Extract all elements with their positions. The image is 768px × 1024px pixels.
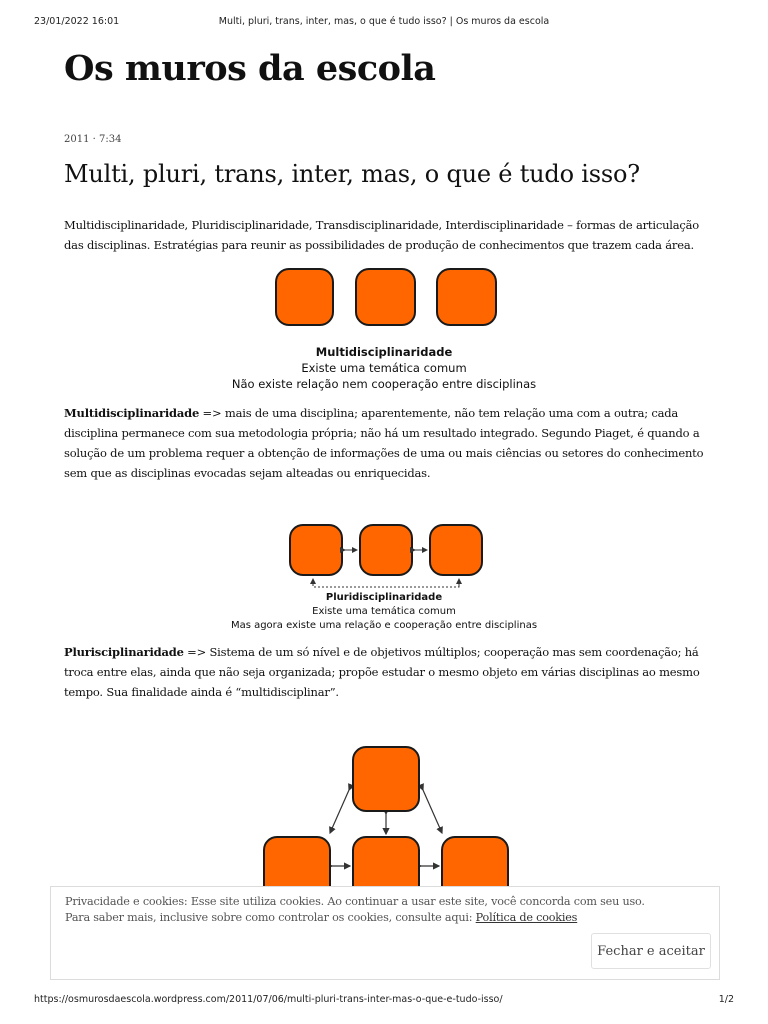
print-footer xyxy=(0,994,768,1008)
multi-text: => mais de uma disciplina; aparentemente, não tem relação uma com a outra; cada disciplina permanece com sua metodologia própria; não há um resultado integrado. Segundo Piaget, é quando a solução de um problema requer a obtenção de informações de uma ou mais ciências ou setores do conhecimento sem que as disciplinas evocadas sejam alteadas ou enriquecidas. xyxy=(64,406,704,480)
pluri-term: Plurisciplinaridade xyxy=(64,645,184,659)
print-date: 23/01/2022 16:01 xyxy=(34,16,120,27)
post-title[interactable]: Multi, pluri, trans, inter, mas, o que é tudo isso? xyxy=(64,160,640,188)
pluri-figure-title: Pluridisciplinaridade xyxy=(325,592,443,603)
print-page-title: Multi, pluri, trans, inter, mas, o que é tudo isso? | Os muros da escola xyxy=(218,16,550,27)
print-page-number: 1/2 xyxy=(718,994,734,1005)
multi-figure-title: Multidisciplinaridade xyxy=(315,345,453,359)
link-arrow xyxy=(330,790,349,833)
link-arrow xyxy=(423,790,442,833)
cookie-text-prefix: Para saber mais, inclusive sobre como controlar os cookies, consulte aqui: xyxy=(65,911,476,924)
intro-paragraph: Multidisciplinaridade, Pluridisciplinaridade, Transdisciplinaridade, Interdisciplinaridade – formas de articulação das disciplinas. Estratégias para reunir as possibilidades de produção de conhecimentos que trazem cada área. xyxy=(64,218,700,252)
site-title[interactable]: Os muros da escola xyxy=(64,48,436,89)
multi-figure-line1: Existe uma temática comum xyxy=(301,361,467,375)
cookie-banner xyxy=(50,886,720,980)
cookie-text-line1: Privacidade e cookies: Esse site utiliza cookies. Ao continuar a usar este site, você concorda com seu uso. xyxy=(65,895,645,908)
accept-cookies-button[interactable]: Fechar e aceitar xyxy=(591,933,711,969)
multi-term: Multidisciplinaridade xyxy=(64,406,200,420)
print-url: https://osmurosdaescola.wordpress.com/2011/07/06/multi-pluri-trans-inter-mas-o-que-e-tudo-isso/ xyxy=(34,994,503,1005)
multi-figure-line2: Não existe relação nem cooperação entre disciplinas xyxy=(231,377,537,391)
pluri-text: => Sistema de um só nível e de objetivos múltiplos; cooperação mas sem coordenação; há troca entre elas, ainda que não seja organizada; propõe estudar o mesmo objeto em várias disciplinas ao mesmo tempo. Sua finalidade ainda é “multidisciplinar”. xyxy=(64,645,700,699)
shared-theme-bracket xyxy=(313,580,459,587)
pluri-figure-line2: Mas agora existe uma relação e cooperação entre disciplinas xyxy=(230,620,538,631)
discipline-box xyxy=(352,746,420,812)
pluri-figure-line1: Existe uma temática comum xyxy=(312,606,456,617)
post-meta: 2011 · 7:34 xyxy=(64,134,122,145)
pluri-paragraph xyxy=(64,642,714,702)
cookie-policy-link[interactable]: Política de cookies xyxy=(475,911,578,924)
cookie-text-line2 xyxy=(65,911,577,924)
